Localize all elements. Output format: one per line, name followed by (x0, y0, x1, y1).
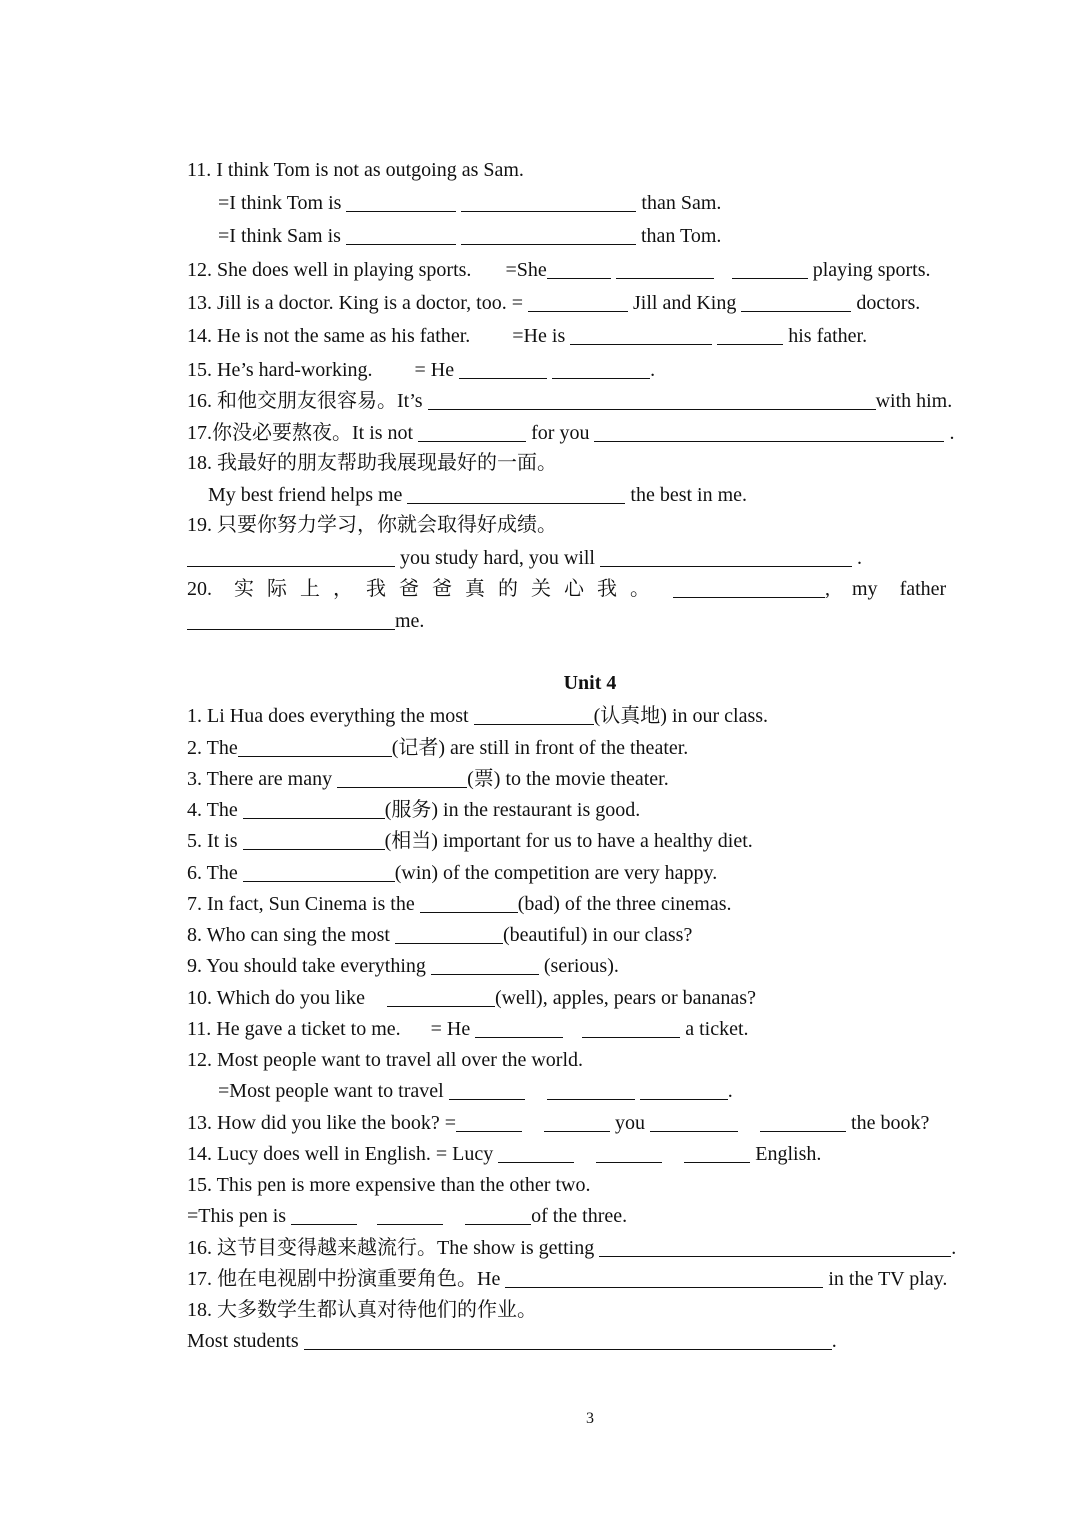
question-text: 17. 他在电视剧中扮演重要角色。He (187, 1268, 506, 1290)
question-17 (187, 418, 999, 448)
answer-blank[interactable] (600, 546, 852, 567)
answer-blank[interactable] (238, 736, 392, 757)
answer-blank[interactable] (420, 892, 518, 913)
answer-blank[interactable] (732, 258, 808, 279)
question-text: 16. 这节目变得越来越流行。The show is getting (187, 1237, 600, 1259)
unit4-question-6 (187, 858, 999, 888)
answer-blank[interactable] (431, 954, 539, 975)
answer-blank[interactable] (243, 798, 385, 819)
answer-blank[interactable] (304, 1329, 832, 1350)
question-20 (187, 574, 999, 604)
question-text: =I think Tom is (218, 192, 347, 214)
answer-blank[interactable] (465, 1204, 531, 1225)
page-number: 3 (586, 1410, 594, 1427)
answer-blank[interactable] (456, 1111, 522, 1132)
question-text: my (852, 578, 878, 600)
question-text: My best friend helps me (208, 484, 408, 506)
question-text: Most students (187, 1330, 304, 1352)
question-text: 2. The (187, 737, 238, 759)
question-19 (187, 510, 999, 540)
answer-blank[interactable] (582, 1017, 680, 1038)
question-text: =He is (512, 325, 571, 347)
question-text: 16. 和他交朋友很容易。It’s (187, 390, 428, 412)
question-19-translation (187, 543, 999, 573)
unit4-question-1 (187, 701, 999, 731)
unit4-question-17 (187, 1264, 999, 1294)
question-text: 19. 只要你努力学习，你就会取得好成绩。 (187, 514, 557, 536)
answer-blank[interactable] (459, 358, 547, 379)
question-text: of the three. (531, 1205, 628, 1227)
answer-blank[interactable] (650, 1111, 738, 1132)
question-text: 15. This pen is more expensive than the other two. (187, 1174, 591, 1196)
answer-blank[interactable] (717, 324, 783, 345)
question-text: 5. It is (187, 830, 243, 852)
question-text: (win) of the competition are very happy. (394, 862, 718, 884)
answer-blank[interactable] (544, 1111, 610, 1132)
question-text: father (899, 578, 947, 600)
question-16 (187, 386, 999, 416)
answer-blank[interactable] (461, 191, 636, 212)
question-text: . (831, 1330, 837, 1352)
question-text: 15. He’s hard-working. (187, 359, 373, 381)
question-text: his father. (783, 325, 868, 347)
answer-blank[interactable] (684, 1142, 750, 1163)
question-text: than Tom. (635, 225, 722, 247)
question-text: 17.你没必要熬夜。It is not (187, 422, 419, 444)
question-text: , (825, 578, 830, 600)
question-text: (well), apples, pears or bananas? (494, 987, 756, 1009)
answer-blank[interactable] (449, 1079, 525, 1100)
question-text: 10. Which do you like (187, 987, 365, 1009)
question-text: (bad) of the three cinemas. (517, 893, 732, 915)
question-text: 18. 大多数学生都认真对待他们的作业。 (187, 1299, 537, 1321)
answer-blank[interactable] (505, 1267, 823, 1288)
question-text: . (944, 422, 955, 444)
question-text: 14. Lucy does well in English. = Lucy (187, 1143, 499, 1165)
question-18-translation (208, 480, 1020, 510)
answer-blank[interactable] (594, 421, 944, 442)
question-text: 13. How did you like the book? = (187, 1112, 457, 1134)
question-text: (serious). (538, 955, 619, 977)
unit4-question-12 (187, 1045, 999, 1075)
answer-blank[interactable] (187, 546, 395, 567)
answer-blank[interactable] (570, 324, 712, 345)
question-text: = He (414, 359, 460, 381)
answer-blank[interactable] (377, 1204, 443, 1225)
question-text: 11. I think Tom is not as outgoing as Sam. (187, 159, 524, 181)
question-text: you (610, 1112, 651, 1134)
answer-blank[interactable] (395, 923, 503, 944)
question-text: (服务) in the restaurant is good. (384, 799, 641, 821)
question-text: Jill and King (628, 292, 742, 314)
answer-blank[interactable] (547, 1079, 635, 1100)
unit4-question-10 (187, 983, 999, 1013)
answer-blank[interactable] (640, 1079, 728, 1100)
question-13 (187, 288, 999, 318)
question-text: (认真地) in our class. (593, 705, 769, 727)
question-text: a ticket. (680, 1018, 749, 1040)
answer-blank[interactable] (187, 609, 395, 630)
question-20-continued (187, 606, 999, 636)
answer-blank[interactable] (337, 767, 467, 788)
answer-blank[interactable] (387, 986, 495, 1007)
question-text: than Sam. (636, 192, 722, 214)
unit4-question-18-translation (187, 1326, 999, 1356)
question-11 (187, 155, 999, 185)
question-text: =She (505, 259, 547, 281)
answer-blank[interactable] (528, 291, 628, 312)
unit4-question-16 (187, 1233, 999, 1263)
question-text: 14. He is not the same as his father. (187, 325, 471, 347)
question-text: 20. (187, 578, 212, 600)
unit4-question-2 (187, 733, 999, 763)
question-text: in the TV play. (823, 1268, 948, 1290)
answer-blank[interactable] (243, 861, 395, 882)
answer-blank[interactable] (407, 483, 625, 504)
unit4-question-12-rewrite (218, 1076, 1030, 1106)
answer-blank[interactable] (346, 224, 456, 245)
answer-blank[interactable] (741, 291, 851, 312)
question-11-rewrite-1 (218, 188, 1030, 218)
answer-blank[interactable] (616, 258, 714, 279)
unit4-question-15-rewrite (187, 1201, 999, 1231)
question-text: = He (430, 1018, 476, 1040)
question-text: playing sports. (812, 259, 931, 281)
answer-blank[interactable] (461, 224, 636, 245)
question-text: 7. In fact, Sun Cinema is the (187, 893, 420, 915)
answer-blank[interactable] (418, 421, 526, 442)
answer-blank[interactable] (474, 704, 594, 725)
question-text: 实际上，我爸爸真的关心我。 (234, 578, 663, 600)
question-text: (票) to the movie theater. (467, 768, 669, 790)
question-text: with him. (875, 390, 953, 412)
answer-blank[interactable] (760, 1111, 846, 1132)
answer-blank[interactable] (673, 577, 825, 598)
unit4-question-7 (187, 889, 999, 919)
question-text: 9. You should take everything (187, 955, 431, 977)
question-text: . (852, 547, 862, 569)
question-text: =Most people want to travel (218, 1080, 449, 1102)
answer-blank[interactable] (346, 191, 456, 212)
question-text: 4. The (187, 799, 243, 821)
question-text: =I think Sam is (218, 225, 346, 247)
question-text: the book? (846, 1112, 930, 1134)
unit4-question-5 (187, 826, 999, 856)
question-text: 3. There are many (187, 768, 338, 790)
answer-blank[interactable] (547, 258, 611, 279)
question-12 (187, 255, 999, 285)
question-text: 18. 我最好的朋友帮助我展现最好的一面。 (187, 452, 557, 474)
question-18 (187, 448, 999, 478)
unit-title: Unit 4 (563, 672, 617, 694)
question-15 (187, 355, 999, 385)
answer-blank[interactable] (599, 1236, 951, 1257)
question-text: you study hard, you will (395, 547, 600, 569)
unit4-question-9 (187, 951, 999, 981)
unit4-question-15 (187, 1170, 999, 1200)
answer-blank[interactable] (475, 1017, 563, 1038)
answer-blank[interactable] (552, 358, 650, 379)
unit4-question-14 (187, 1139, 999, 1169)
question-text: . (650, 359, 656, 381)
question-text: (记者) are still in front of the theater. (391, 737, 689, 759)
answer-blank[interactable] (498, 1142, 574, 1163)
question-text: (相当) important for us to have a healthy diet. (384, 830, 753, 852)
question-text: 13. Jill is a doctor. King is a doctor, too. = (187, 292, 529, 314)
question-text: 11. He gave a ticket to me. (187, 1018, 401, 1040)
question-text: (beautiful) in our class? (502, 924, 693, 946)
question-text: English. (750, 1143, 822, 1165)
question-text: 12. She does well in playing sports. (187, 259, 472, 281)
question-text: doctors. (851, 292, 921, 314)
unit4-question-11 (187, 1014, 999, 1044)
question-14 (187, 321, 999, 351)
question-text: 12. Most people want to travel all over the world. (187, 1049, 584, 1071)
answer-blank[interactable] (243, 829, 385, 850)
question-text: for you (526, 422, 595, 444)
question-text: . (951, 1237, 957, 1259)
answer-blank[interactable] (428, 389, 876, 410)
question-text: . (727, 1080, 733, 1102)
question-text: 8. Who can sing the most (187, 924, 395, 946)
question-text: the best in me. (625, 484, 748, 506)
unit4-question-18 (187, 1295, 999, 1325)
unit4-question-13 (187, 1108, 999, 1138)
question-text: =This pen is (187, 1205, 292, 1227)
answer-blank[interactable] (291, 1204, 357, 1225)
question-text: me. (395, 610, 425, 632)
question-text: 6. The (187, 862, 243, 884)
answer-blank[interactable] (596, 1142, 662, 1163)
question-11-rewrite-2 (218, 221, 1030, 251)
unit4-question-8 (187, 920, 999, 950)
unit4-question-3 (187, 764, 999, 794)
question-text: 1. Li Hua does everything the most (187, 705, 474, 727)
unit4-question-4 (187, 795, 999, 825)
